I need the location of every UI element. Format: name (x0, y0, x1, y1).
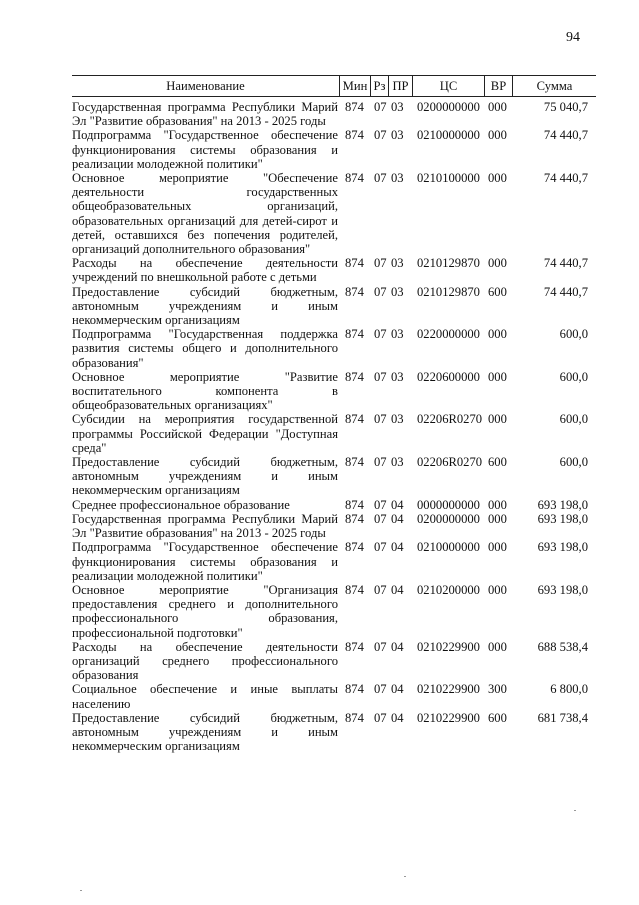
cell-vr: 000 (488, 128, 507, 143)
table-row (72, 128, 596, 171)
cell-cs: 02206R0270 (417, 412, 483, 427)
cell-sum: 74 440,7 (543, 256, 588, 271)
cell-vr: 000 (488, 639, 507, 654)
table-row (72, 171, 596, 256)
cell-name: Предоставление субсидий бюджетным, автономным учреждениям и иным некоммерческим организациям (72, 284, 338, 328)
cell-vr: 000 (488, 171, 507, 186)
cell-sum: 75 040,7 (543, 100, 588, 114)
cell-min: 874 (345, 582, 364, 597)
cell-rz: 07 (374, 682, 387, 697)
cell-sum: 600,0 (559, 327, 588, 342)
cell-rz: 07 (374, 540, 387, 555)
cell-cs: 0210000000 (417, 128, 480, 143)
cell-rz: 07 (374, 511, 387, 526)
cell-min: 874 (345, 256, 364, 271)
cell-cs: 0210229900 (417, 639, 480, 654)
cell-sum: 693 198,0 (537, 540, 588, 555)
table-row (72, 682, 596, 710)
cell-min: 874 (345, 412, 364, 427)
cell-rz: 07 (374, 100, 387, 114)
scan-speck (574, 810, 576, 811)
cell-pr: 03 (391, 369, 404, 384)
cell-pr: 03 (391, 327, 404, 342)
cell-cs: 0220600000 (417, 369, 480, 384)
cell-name: Социальное обеспечение и иные выплаты населению (72, 682, 338, 711)
header-cs: ЦС (413, 76, 485, 96)
cell-cs: 0210229900 (417, 682, 480, 697)
cell-min: 874 (345, 682, 364, 697)
cell-min: 874 (345, 455, 364, 470)
cell-vr: 600 (488, 284, 507, 299)
cell-pr: 03 (391, 455, 404, 470)
cell-vr: 300 (488, 682, 507, 697)
table-body (72, 100, 596, 753)
header-pr: ПР (389, 76, 413, 96)
page-number: 94 (566, 30, 580, 45)
header-sum: Сумма (536, 79, 573, 93)
cell-cs: 02206R0270 (417, 455, 483, 470)
cell-min: 874 (345, 639, 364, 654)
cell-name: Субсидии на мероприятия государственной программы Российской Федерации "Доступная среда" (72, 412, 338, 455)
cell-cs: 0210129870 (417, 256, 480, 271)
cell-vr: 000 (488, 582, 507, 597)
cell-rz: 07 (374, 369, 387, 384)
cell-min: 874 (345, 540, 364, 555)
cell-sum: 681 738,4 (537, 710, 588, 725)
table-row (72, 455, 596, 498)
cell-pr: 04 (391, 582, 404, 597)
cell-rz: 07 (374, 497, 387, 512)
cell-vr: 000 (488, 497, 507, 512)
cell-cs: 0200000000 (417, 100, 480, 114)
cell-name: Предоставление субсидий бюджетным, автономным учреждениям и иным некоммерческим организациям (72, 710, 338, 754)
cell-rz: 07 (374, 639, 387, 654)
cell-min: 874 (345, 369, 364, 384)
cell-name: Предоставление субсидий бюджетным, автономным учреждениям и иным некоммерческим организациям (72, 455, 338, 498)
table-row (72, 370, 596, 413)
cell-pr: 03 (391, 128, 404, 143)
cell-name: Среднее профессиональное образование (72, 497, 290, 512)
cell-min: 874 (345, 128, 364, 143)
cell-name: Расходы на обеспечение деятельности организаций среднего профессионального образования (72, 639, 338, 683)
cell-sum: 74 440,7 (543, 128, 588, 143)
cell-vr: 000 (488, 412, 507, 427)
header-name: Наименование (72, 76, 340, 96)
cell-rz: 07 (374, 256, 387, 271)
cell-sum: 688 538,4 (537, 639, 588, 654)
table-row (72, 285, 596, 328)
cell-cs: 0210129870 (417, 284, 480, 299)
cell-name: Расходы на обеспечение деятельности учреждений по внешкольной работе с детьми (72, 256, 338, 285)
cell-sum: 600,0 (559, 455, 588, 470)
cell-sum: 600,0 (559, 369, 588, 384)
cell-cs: 0210229900 (417, 710, 480, 725)
cell-min: 874 (345, 284, 364, 299)
cell-min: 874 (345, 327, 364, 342)
scan-speck (80, 890, 82, 891)
table-row (72, 512, 596, 540)
cell-pr: 03 (391, 171, 404, 186)
cell-sum: 693 198,0 (537, 497, 588, 512)
cell-vr: 600 (488, 455, 507, 470)
cell-pr: 04 (391, 511, 404, 526)
cell-name: Государственная программа Республики Марий Эл "Развитие образования" на 2013 - 2025 годы (72, 100, 338, 129)
cell-vr: 000 (488, 327, 507, 342)
cell-rz: 07 (374, 582, 387, 597)
cell-cs: 0200000000 (417, 511, 480, 526)
cell-pr: 03 (391, 284, 404, 299)
cell-rz: 07 (374, 412, 387, 427)
cell-vr: 000 (488, 256, 507, 271)
cell-rz: 07 (374, 327, 387, 342)
table-row (72, 498, 596, 512)
header-min: Мин (340, 76, 371, 96)
cell-rz: 07 (374, 128, 387, 143)
cell-pr: 03 (391, 100, 404, 114)
cell-pr: 04 (391, 682, 404, 697)
cell-pr: 04 (391, 639, 404, 654)
cell-vr: 000 (488, 540, 507, 555)
table-header (72, 75, 596, 97)
cell-name: Основное мероприятие "Обеспечение деятельности государственных общеобразовательных организаций, образовательных организаций для детей-сирот и детей, оставшихся без попечения родителей, организаций дополнительного образования" (72, 171, 338, 257)
cell-sum: 74 440,7 (543, 171, 588, 186)
cell-min: 874 (345, 171, 364, 186)
cell-cs: 0220000000 (417, 327, 480, 342)
cell-vr: 000 (488, 511, 507, 526)
cell-name: Подпрограмма "Государственное обеспечение функционирования системы образования и реализации молодежной политики" (72, 128, 338, 171)
cell-cs: 0210000000 (417, 540, 480, 555)
cell-cs: 0000000000 (417, 497, 480, 512)
table-row (72, 640, 596, 683)
cell-sum: 6 800,0 (550, 682, 588, 697)
scan-speck (404, 876, 406, 877)
cell-rz: 07 (374, 284, 387, 299)
cell-cs: 0210100000 (417, 171, 480, 186)
table-row (72, 256, 596, 284)
cell-cs: 0210200000 (417, 582, 480, 597)
header-rz: Рз (371, 76, 389, 96)
cell-rz: 07 (374, 171, 387, 186)
cell-rz: 07 (374, 455, 387, 470)
table-row (72, 540, 596, 583)
cell-pr: 03 (391, 256, 404, 271)
cell-pr: 04 (391, 540, 404, 555)
cell-name: Государственная программа Республики Марий Эл "Развитие образования" на 2013 - 2025 годы (72, 511, 338, 541)
cell-min: 874 (345, 100, 364, 114)
cell-name: Основное мероприятие "Развитие воспитательного компонента в общеобразовательных организациях" (72, 369, 338, 413)
cell-vr: 000 (488, 369, 507, 384)
table-row (72, 583, 596, 640)
cell-sum: 693 198,0 (537, 511, 588, 526)
cell-pr: 03 (391, 412, 404, 427)
table-row (72, 100, 596, 128)
table-row (72, 412, 596, 455)
cell-name: Подпрограмма "Государственная поддержка развития системы общего и дополнительного образования" (72, 327, 338, 370)
cell-sum: 600,0 (559, 412, 588, 427)
header-vr: ВР (485, 76, 513, 96)
cell-min: 874 (345, 511, 364, 526)
cell-name: Основное мероприятие "Организация предоставления среднего и дополнительного профессионального образования, профессиональной подготовки" (72, 582, 338, 640)
cell-sum: 74 440,7 (543, 284, 588, 299)
cell-name: Подпрограмма "Государственное обеспечение функционирования системы образования и реализации молодежной политики" (72, 540, 338, 583)
cell-min: 874 (345, 710, 364, 725)
table-row (72, 327, 596, 370)
cell-rz: 07 (374, 710, 387, 725)
cell-vr: 600 (488, 710, 507, 725)
table-row (72, 711, 596, 754)
cell-pr: 04 (391, 710, 404, 725)
cell-vr: 000 (488, 100, 507, 114)
cell-sum: 693 198,0 (537, 582, 588, 597)
cell-min: 874 (345, 497, 364, 512)
cell-pr: 04 (391, 497, 404, 512)
